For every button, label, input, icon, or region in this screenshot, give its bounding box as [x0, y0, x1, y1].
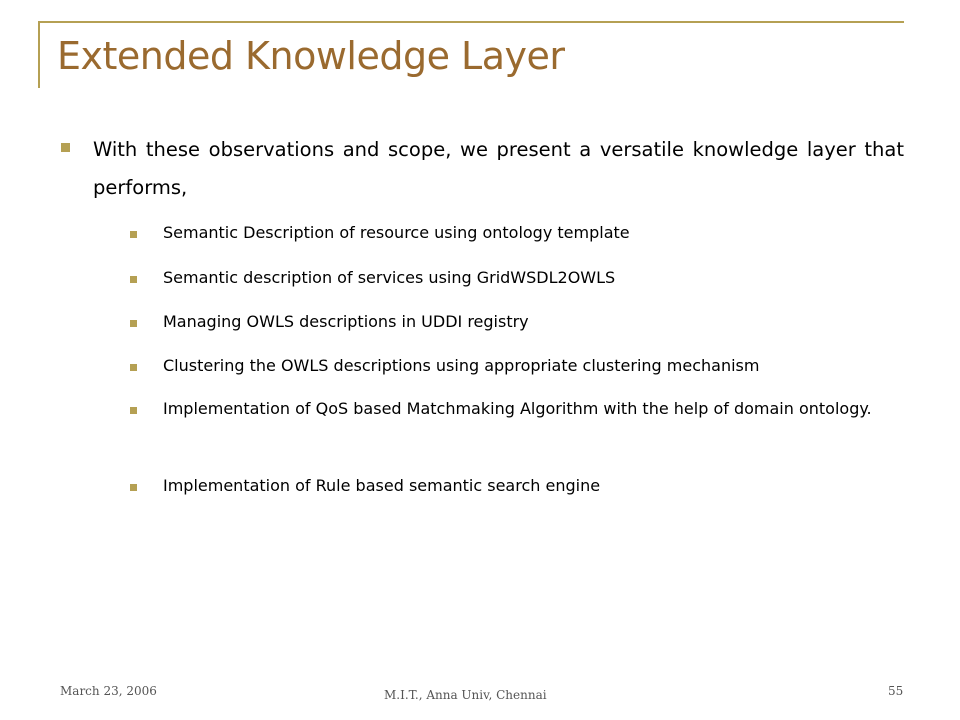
sub-bullet-text: Managing OWLS descriptions in UDDI registry [163, 312, 529, 331]
sub-bullet-square-icon [130, 276, 137, 283]
sub-bullet-text: Clustering the OWLS descriptions using appropriate clustering mechanism [163, 356, 760, 375]
sub-bullet-text: Semantic description of services using GridWSDL2OWLS [163, 268, 616, 287]
sub-bullet-square-icon [130, 484, 137, 491]
sub-bullet-square-icon [130, 407, 137, 414]
footer-center-text: M.I.T., Anna Univ, Chennai [384, 688, 547, 702]
sub-bullet-square-icon [130, 231, 137, 238]
bullet-square-icon [61, 143, 70, 152]
footer-date: March 23, 2006 [60, 684, 157, 698]
sub-bullet-text: Semantic Description of resource using ontology template [163, 223, 630, 242]
footer-page-number: 55 [888, 684, 904, 698]
sub-bullet-text: Implementation of Rule based semantic search engine [163, 476, 601, 495]
sub-bullet-square-icon [130, 320, 137, 327]
sub-bullet-text: Implementation of QoS based Matchmaking Algorithm with the help of domain ontology. [163, 399, 872, 418]
frame-top-rule [38, 21, 904, 23]
frame-left-rule [38, 21, 40, 88]
sub-bullet-square-icon [130, 364, 137, 371]
main-bullet-text: With these observations and scope, we present a versatile knowledge layer that performs, [93, 138, 904, 199]
slide-title: Extended Knowledge Layer [57, 34, 565, 78]
